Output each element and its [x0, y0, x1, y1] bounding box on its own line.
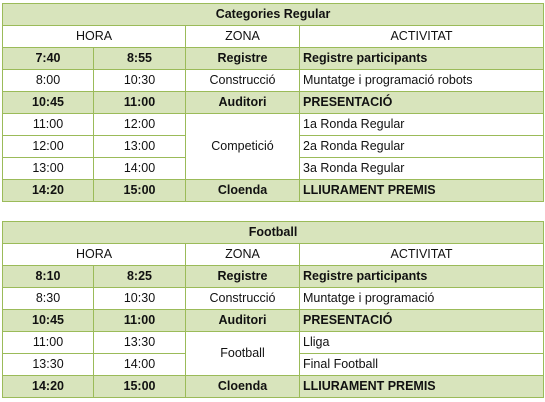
table-title: Football [3, 222, 544, 244]
start-time: 8:10 [3, 266, 94, 288]
table-title-row [3, 4, 544, 26]
table-row [3, 70, 544, 92]
start-time: 11:00 [3, 114, 94, 136]
zone-cell: Auditori [186, 92, 300, 114]
header-hora: HORA [3, 26, 186, 48]
table-row [3, 332, 544, 354]
start-time: 7:40 [3, 48, 94, 70]
start-time: 13:00 [3, 158, 94, 180]
end-time: 10:30 [94, 70, 186, 92]
start-time: 12:00 [3, 136, 94, 158]
end-time: 14:00 [94, 354, 186, 376]
table-row [3, 48, 544, 70]
activity-cell: 2a Ronda Regular [300, 136, 544, 158]
header-row [3, 26, 544, 48]
start-time: 10:45 [3, 310, 94, 332]
schedule-table-football [2, 221, 544, 398]
start-time: 14:20 [3, 180, 94, 202]
zone-cell: Construcció [186, 288, 300, 310]
header-hora: HORA [3, 244, 186, 266]
zone-cell: Football [186, 332, 300, 376]
end-time: 11:00 [94, 92, 186, 114]
activity-cell: Registre participants [300, 266, 544, 288]
activity-cell: Final Football [300, 354, 544, 376]
header-zona: ZONA [186, 244, 300, 266]
table-row [3, 376, 544, 398]
activity-cell: LLIURAMENT PREMIS [300, 376, 544, 398]
table-row [3, 288, 544, 310]
table-title-row [3, 222, 544, 244]
table-row [3, 114, 544, 136]
start-time: 11:00 [3, 332, 94, 354]
end-time: 15:00 [94, 180, 186, 202]
end-time: 10:30 [94, 288, 186, 310]
end-time: 8:25 [94, 266, 186, 288]
schedule-table-regular [2, 3, 544, 202]
end-time: 11:00 [94, 310, 186, 332]
activity-cell: PRESENTACIÓ [300, 310, 544, 332]
header-zona: ZONA [186, 26, 300, 48]
start-time: 10:45 [3, 92, 94, 114]
activity-cell: PRESENTACIÓ [300, 92, 544, 114]
start-time: 8:00 [3, 70, 94, 92]
zone-cell: Construcció [186, 70, 300, 92]
zone-cell: Registre [186, 266, 300, 288]
header-activitat: ACTIVITAT [300, 26, 544, 48]
activity-cell: Registre participants [300, 48, 544, 70]
zone-cell: Auditori [186, 310, 300, 332]
zone-cell: Cloenda [186, 180, 300, 202]
activity-cell: 1a Ronda Regular [300, 114, 544, 136]
table-title: Categories Regular [3, 4, 544, 26]
end-time: 8:55 [94, 48, 186, 70]
table-row [3, 266, 544, 288]
zone-cell: Competició [186, 114, 300, 180]
table-row [3, 180, 544, 202]
start-time: 8:30 [3, 288, 94, 310]
header-row [3, 244, 544, 266]
activity-cell: Lliga [300, 332, 544, 354]
activity-cell: Muntatge i programació robots [300, 70, 544, 92]
activity-cell: Muntatge i programació [300, 288, 544, 310]
table-row [3, 92, 544, 114]
activity-cell: LLIURAMENT PREMIS [300, 180, 544, 202]
end-time: 14:00 [94, 158, 186, 180]
start-time: 13:30 [3, 354, 94, 376]
end-time: 13:30 [94, 332, 186, 354]
zone-cell: Cloenda [186, 376, 300, 398]
activity-cell: 3a Ronda Regular [300, 158, 544, 180]
header-activitat: ACTIVITAT [300, 244, 544, 266]
end-time: 13:00 [94, 136, 186, 158]
table-row [3, 310, 544, 332]
start-time: 14:20 [3, 376, 94, 398]
end-time: 12:00 [94, 114, 186, 136]
zone-cell: Registre [186, 48, 300, 70]
end-time: 15:00 [94, 376, 186, 398]
